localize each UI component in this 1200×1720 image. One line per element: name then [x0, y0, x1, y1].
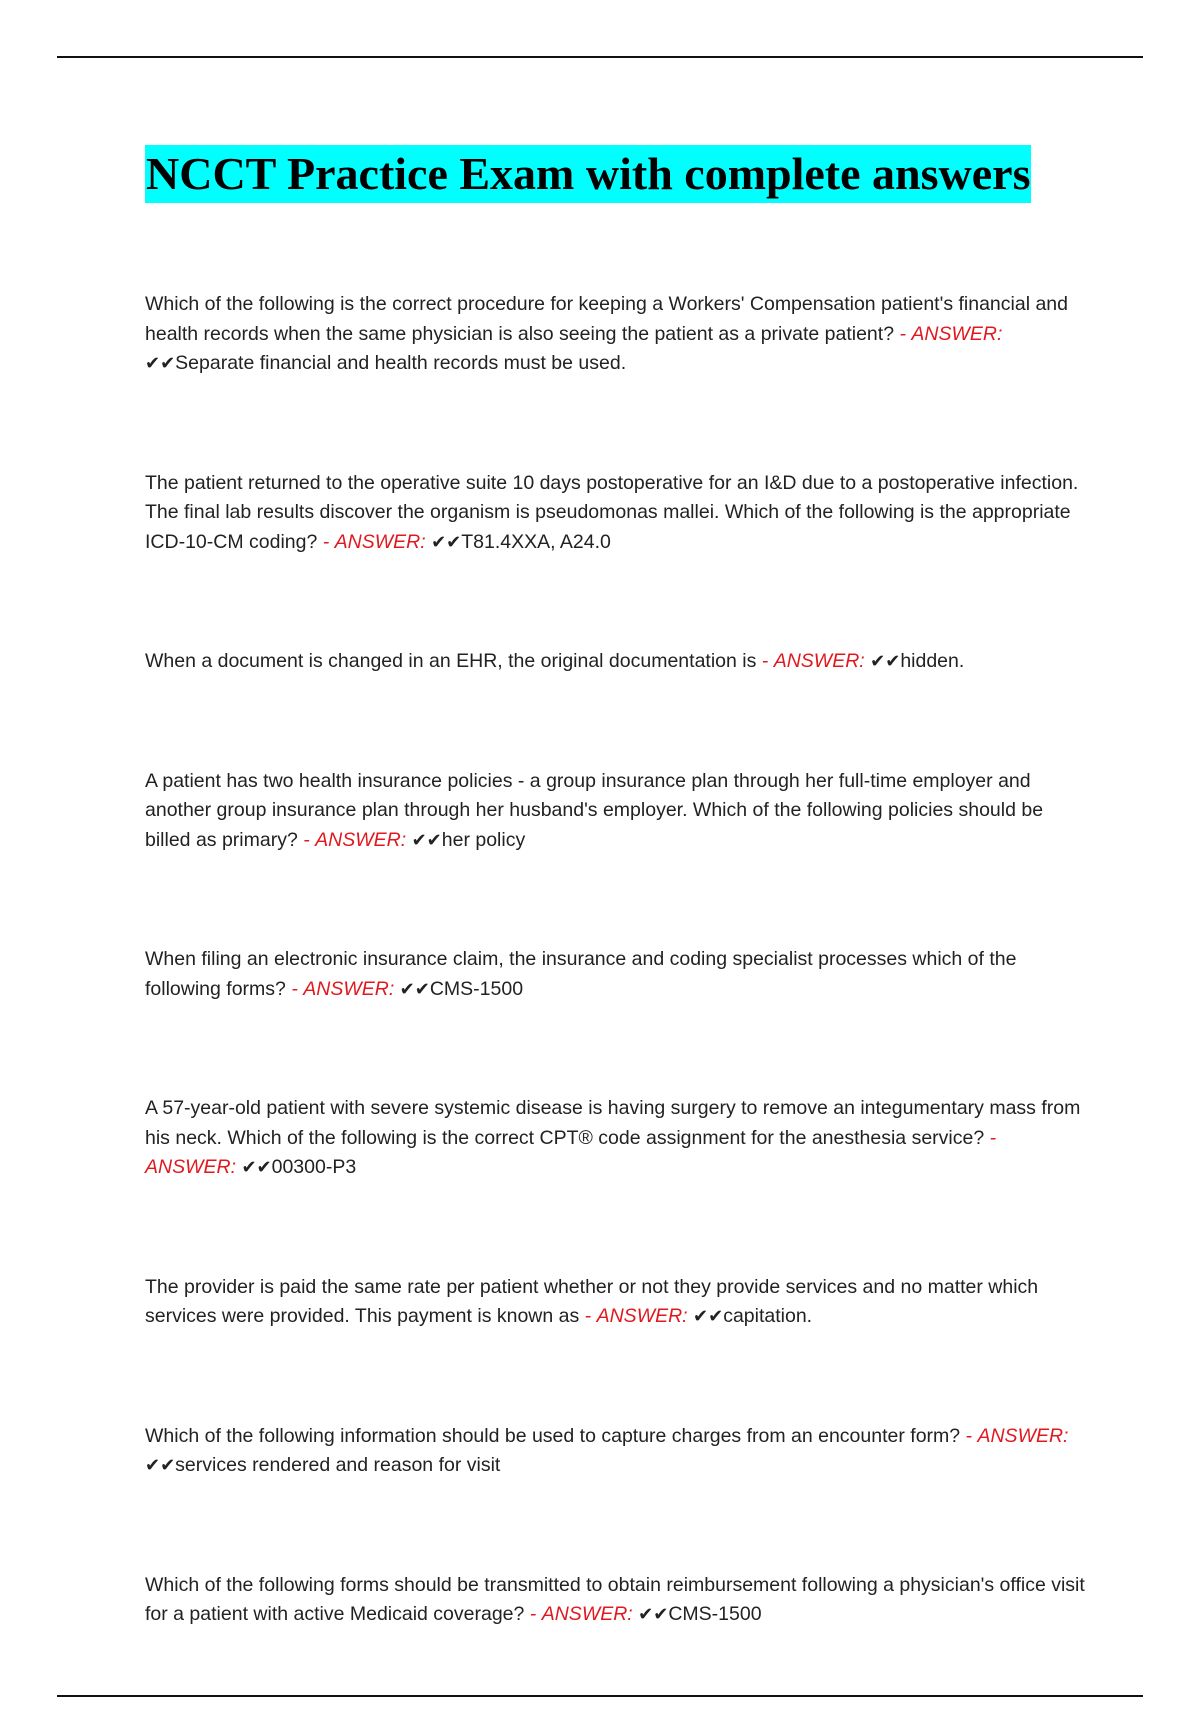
check-marks-icon: ✔✔: [241, 1157, 272, 1178]
title-block: [145, 145, 1031, 203]
bottom-rule: [57, 1695, 1143, 1697]
qa-item-3: [145, 647, 1090, 677]
question-text: Which of the following is the correct procedure for keeping a Workers' Compensation patient's financial and health records when the same physician is also seeing the patient as a private patient?: [145, 293, 1068, 345]
top-rule: [57, 56, 1143, 58]
answer-separator: -: [291, 977, 298, 1000]
qa-item-8: [145, 1422, 1090, 1481]
answer-separator: -: [899, 322, 906, 345]
answer-label: ANSWER:: [596, 1305, 688, 1327]
check-marks-icon: ✔✔: [411, 829, 442, 851]
question-text: A 57-year-old patient with severe systemic disease is having surgery to remove an integumentary mass from his neck. Which of the following is the correct CPT® code assignment for the anesthesia service?: [145, 1097, 1081, 1149]
question-text: A patient has two health insurance policies - a group insurance plan through her full-time employer and another group insurance plan through her husband's employer. Which of the following policies should be billed as primary?: [145, 769, 1044, 851]
check-marks-icon: ✔✔: [431, 531, 462, 553]
question-text: The patient returned to the operative suite 10 days postoperative for an I&D due to a postoperative infection. The final lab results discover the organism is pseudomonas mallei. Which of the following is the appropriate ICD-10-CM coding?: [145, 471, 1079, 553]
answer-separator: -: [965, 1424, 973, 1447]
qa-list: [145, 290, 1090, 1720]
answer-label: ANSWER:: [334, 530, 426, 553]
check-marks-icon: ✔✔: [870, 651, 901, 672]
answer-label: ANSWER:: [315, 828, 407, 851]
answer-separator: -: [584, 1305, 592, 1327]
answer-text: Separate financial and health records must be used.: [175, 352, 627, 374]
answer-separator: -: [529, 1603, 537, 1625]
question-text: The provider is paid the same rate per patient whether or not they provide services and no matter which services were provided. This payment is known as: [145, 1275, 1039, 1327]
question-text: Which of the following forms should be transmitted to obtain reimbursement following a physician's office visit for a patient with active Medicaid coverage?: [145, 1573, 1085, 1625]
page-title: NCCT Practice Exam with complete answers: [145, 145, 1031, 203]
answer-text: T81.4XXA, A24.0: [461, 530, 611, 553]
answer-text: capitation.: [723, 1305, 813, 1327]
check-marks-icon: ✔✔: [145, 353, 176, 374]
answer-label: ANSWER:: [977, 1424, 1069, 1447]
answer-label: ANSWER:: [303, 977, 395, 1000]
qa-item-9: [145, 1571, 1090, 1630]
answer-separator: -: [303, 828, 310, 851]
qa-item-6: [145, 1094, 1090, 1183]
check-marks-icon: ✔✔: [145, 1455, 176, 1476]
answer-label: ANSWER:: [773, 650, 865, 672]
question-text: Which of the following information should be used to capture charges from an encounter form?: [145, 1424, 961, 1447]
question-text: When filing an electronic insurance claim, the insurance and coding specialist processes which of the following forms?: [145, 948, 1017, 1000]
check-marks-icon: ✔✔: [693, 1306, 724, 1327]
qa-item-1: [145, 290, 1090, 379]
answer-text: hidden.: [900, 650, 965, 672]
question-text: When a document is changed in an EHR, the original documentation is: [145, 650, 757, 672]
check-marks-icon: ✔✔: [638, 1604, 669, 1625]
answer-separator: -: [761, 650, 769, 672]
answer-separator: -: [322, 530, 330, 553]
qa-item-2: [145, 469, 1090, 558]
qa-item-4: [145, 767, 1090, 856]
qa-item-7: [145, 1273, 1090, 1332]
answer-text: her policy: [441, 828, 526, 851]
answer-text: services rendered and reason for visit: [175, 1454, 501, 1476]
answer-label: ANSWER:: [911, 322, 1003, 345]
answer-separator: -: [989, 1126, 997, 1149]
answer-text: CMS-1500: [668, 1603, 762, 1625]
answer-label: ANSWER:: [145, 1156, 237, 1178]
answer-text: CMS-1500: [429, 977, 524, 1000]
answer-label: ANSWER:: [541, 1603, 633, 1625]
qa-item-5: [145, 945, 1090, 1004]
check-marks-icon: ✔✔: [399, 978, 430, 1000]
answer-text: 00300-P3: [271, 1156, 357, 1178]
